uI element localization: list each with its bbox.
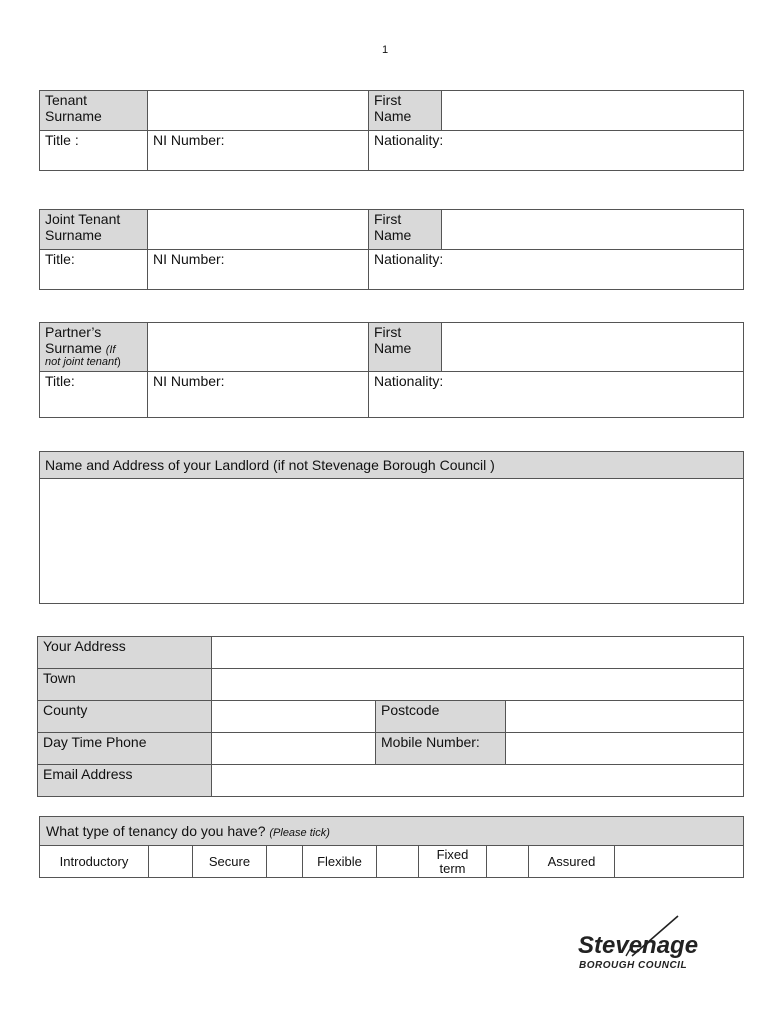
partner-ni-field[interactable]: [148, 372, 369, 418]
joint-tenant-first-name-field[interactable]: [442, 210, 744, 250]
tenant-surname-field[interactable]: [148, 91, 369, 131]
joint-tenant-ni-field[interactable]: [148, 250, 369, 290]
joint-tenant-title-field[interactable]: [40, 250, 148, 290]
joint-tenant-surname-field[interactable]: [148, 210, 369, 250]
partner-surname-label: [40, 323, 148, 372]
partner-title-label: Title:: [45, 373, 75, 389]
partner-nationality-label: Nationality:: [374, 373, 444, 389]
joint-tenant-title-label: Title:: [45, 251, 75, 267]
county-label: County: [38, 701, 212, 733]
tenancy-option-label: Flexible: [303, 846, 377, 878]
partner-note-part1: (If: [105, 344, 116, 356]
tenant-table: [39, 90, 744, 171]
partner-note-line: [45, 356, 142, 368]
partner-surname-label-line2: [45, 340, 142, 356]
town-label: Town: [38, 669, 212, 701]
tenant-surname-label: Tenant Surname: [40, 91, 148, 131]
partner-first-name-label: First Name: [369, 323, 442, 372]
postcode-field[interactable]: [506, 701, 744, 733]
your-address-field[interactable]: [212, 637, 744, 669]
tenant-title-field[interactable]: [40, 131, 148, 171]
tenant-nationality-field[interactable]: [369, 131, 744, 171]
email-field[interactable]: [212, 765, 744, 797]
tenancy-hint: (Please tick): [269, 827, 330, 839]
logo-subtitle: BOROUGH COUNCIL: [579, 960, 688, 971]
address-table: [37, 636, 744, 797]
postcode-label: Postcode: [376, 701, 506, 733]
tenancy-option-label: Assured: [529, 846, 615, 878]
tenancy-option-label: Introductory: [40, 846, 149, 878]
joint-tenant-first-name-label: First Name: [369, 210, 442, 250]
landlord-table: [39, 451, 744, 604]
page-number: 1: [381, 44, 389, 56]
joint-tenant-nationality-field[interactable]: [369, 250, 744, 290]
landlord-heading: Name and Address of your Landlord (if not Stevenage Borough Council ): [40, 452, 744, 479]
tenant-first-name-field[interactable]: [442, 91, 744, 131]
tenancy-tick-assured[interactable]: [615, 846, 744, 878]
partner-surname-word: Surname: [45, 340, 102, 356]
joint-tenant-table: [39, 209, 744, 290]
tenancy-option-label: Secure: [193, 846, 267, 878]
tenancy-tick-fixed-term[interactable]: [487, 846, 529, 878]
logo-wordmark: Stevenage: [578, 932, 699, 959]
partner-surname-label-line1: Partner’s: [45, 324, 102, 340]
tenant-ni-label: NI Number:: [153, 132, 225, 148]
partner-note-part2: not joint tenant: [45, 356, 118, 368]
tenancy-option-label: Fixed term: [419, 846, 487, 878]
partner-ni-label: NI Number:: [153, 373, 225, 389]
partner-surname-field[interactable]: [148, 323, 369, 372]
day-phone-field[interactable]: [212, 733, 376, 765]
tenancy-tick-introductory[interactable]: [149, 846, 193, 878]
your-address-label: Your Address: [38, 637, 212, 669]
day-phone-label: Day Time Phone: [38, 733, 212, 765]
landlord-address-field[interactable]: [40, 479, 744, 604]
mobile-field[interactable]: [506, 733, 744, 765]
joint-tenant-nationality-label: Nationality:: [374, 251, 444, 267]
mobile-label: Mobile Number:: [376, 733, 506, 765]
partner-table: [39, 322, 744, 418]
tenancy-table: [39, 816, 744, 878]
tenant-ni-field[interactable]: [148, 131, 369, 171]
partner-note-part3: ): [117, 356, 121, 368]
tenant-title-label: Title :: [45, 132, 79, 148]
partner-title-field[interactable]: [40, 372, 148, 418]
partner-nationality-field[interactable]: [369, 372, 744, 418]
tenant-nationality-label: Nationality:: [374, 132, 444, 148]
tenancy-tick-flexible[interactable]: [377, 846, 419, 878]
tenant-first-name-label: First Name: [369, 91, 442, 131]
email-label: Email Address: [38, 765, 212, 797]
town-field[interactable]: [212, 669, 744, 701]
partner-first-name-field[interactable]: [442, 323, 744, 372]
county-field[interactable]: [212, 701, 376, 733]
joint-tenant-ni-label: NI Number:: [153, 251, 225, 267]
joint-tenant-surname-label: Joint Tenant Surname: [40, 210, 148, 250]
tenancy-question-text: What type of tenancy do you have?: [46, 823, 266, 839]
tenancy-tick-secure[interactable]: [267, 846, 303, 878]
tenancy-question: [40, 817, 744, 846]
